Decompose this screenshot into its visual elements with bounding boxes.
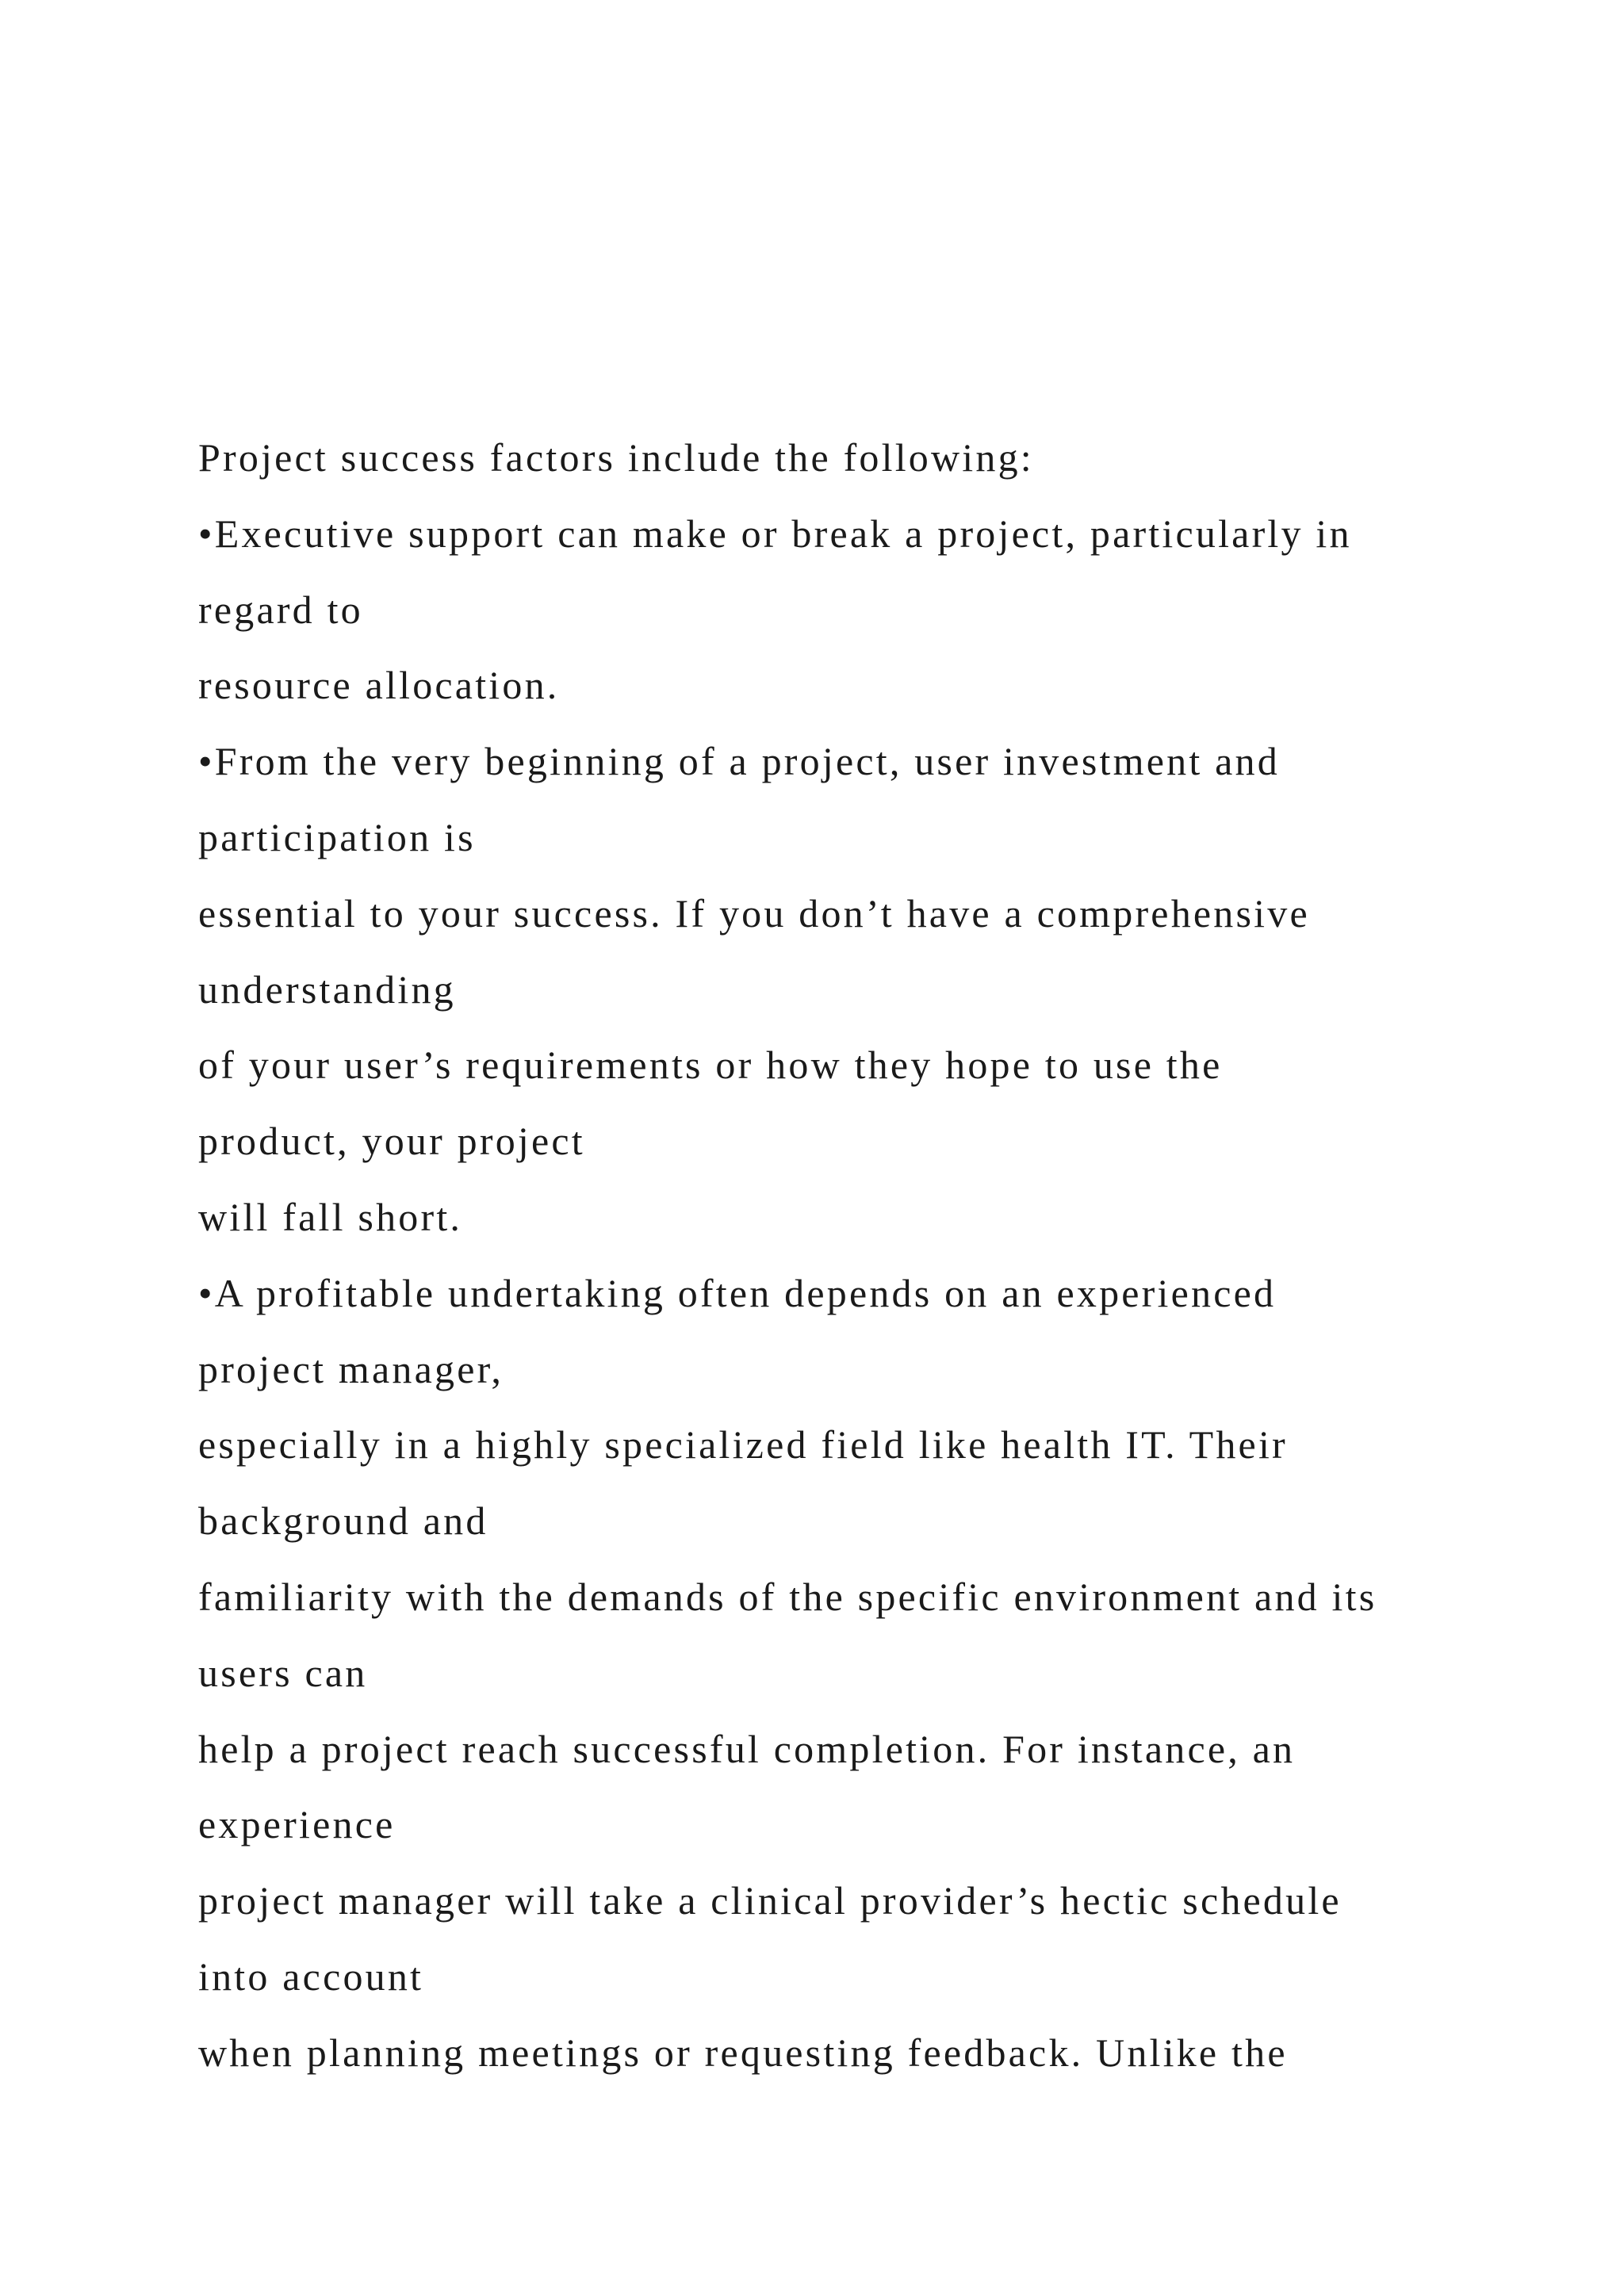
text-line: background and xyxy=(198,1498,488,1544)
text-line: project manager, xyxy=(198,1346,504,1391)
text-line: users can xyxy=(198,1650,368,1695)
text-line: when planning meetings or requesting feedback. Unlike the xyxy=(198,2030,1288,2075)
text-line: will fall short. xyxy=(198,1194,463,1239)
text-line: project manager will take a clinical provider’s hectic schedule xyxy=(198,1878,1342,1923)
text-line: into account xyxy=(198,1954,424,1999)
text-line: understanding xyxy=(198,966,456,1012)
text-line: resource allocation. xyxy=(198,663,560,708)
text-line: •Executive support can make or break a project, particularly in xyxy=(198,511,1352,556)
text-line: Project success factors include the following: xyxy=(198,435,1034,480)
text-line: help a project reach successful completion. For instance, an xyxy=(198,1726,1296,1771)
document-body xyxy=(198,420,1546,2091)
text-line: especially in a highly specialized field like health IT. Their xyxy=(198,1422,1288,1468)
text-line: product, your project xyxy=(198,1119,585,1164)
text-line: experience xyxy=(198,1802,396,1847)
text-line: •A profitable undertaking often depends on an experienced xyxy=(198,1270,1277,1315)
text-line: familiarity with the demands of the specific environment and its xyxy=(198,1574,1377,1619)
text-line: regard to xyxy=(198,587,363,632)
text-line: participation is xyxy=(198,814,476,859)
text-line: •From the very beginning of a project, user investment and xyxy=(198,739,1280,784)
text-line: of your user’s requirements or how they hope to use the xyxy=(198,1043,1223,1088)
text-line: essential to your success. If you don’t have a comprehensive xyxy=(198,890,1310,936)
